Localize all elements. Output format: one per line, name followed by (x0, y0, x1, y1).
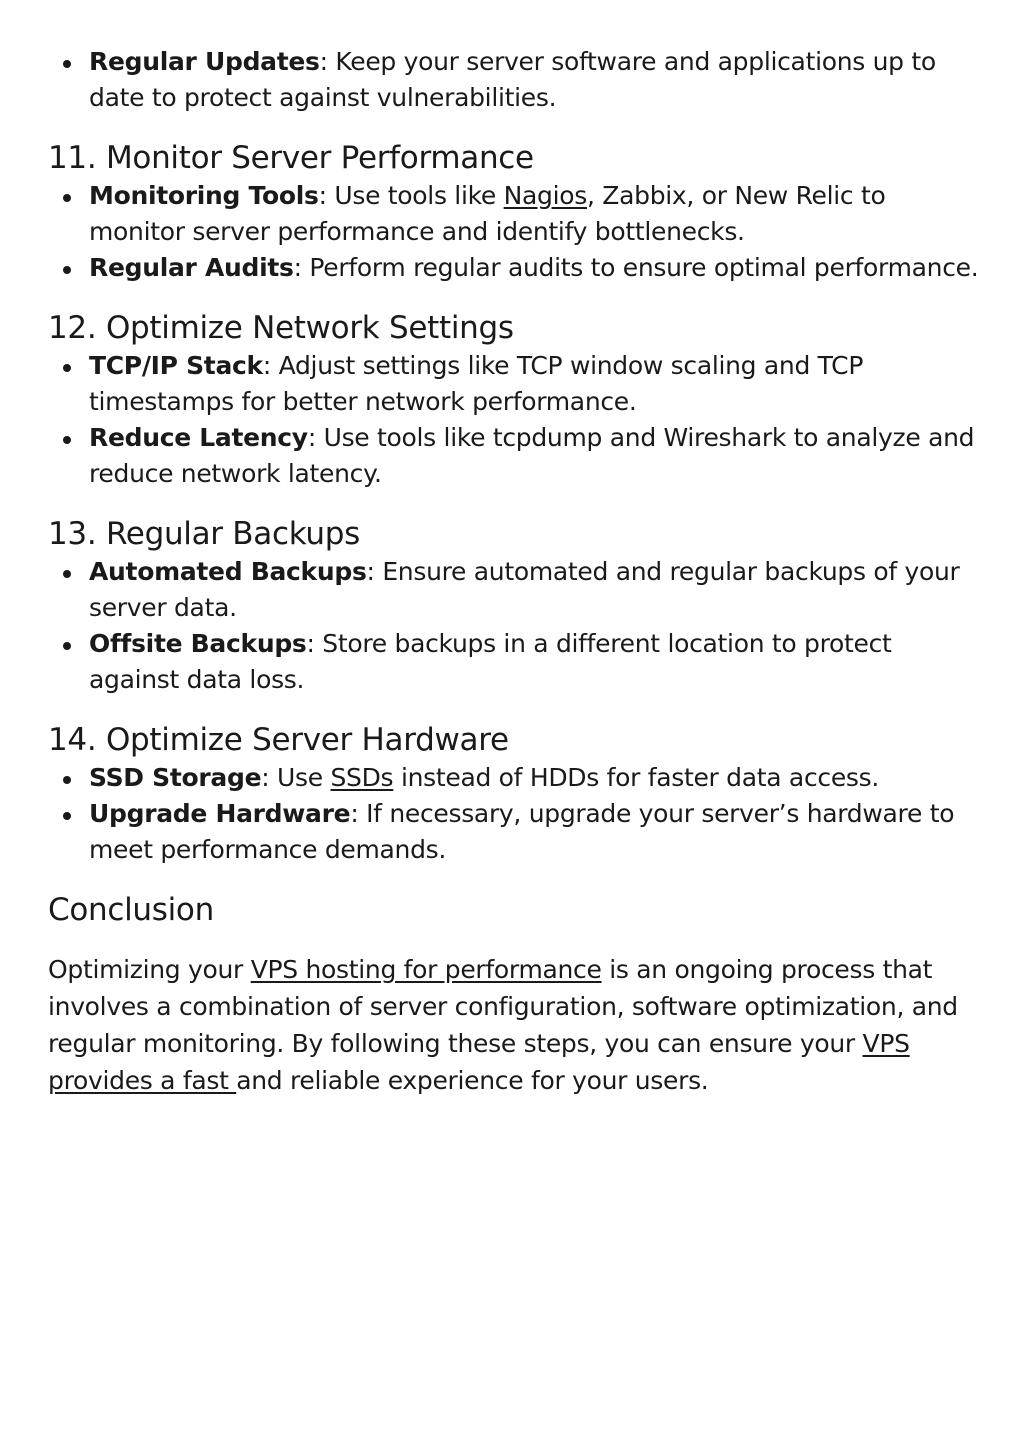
item-term: Regular Audits (89, 253, 294, 282)
list-item (48, 554, 988, 626)
list-item (48, 250, 988, 286)
item-term: Automated Backups (89, 557, 367, 586)
section-list-11 (48, 178, 988, 286)
ssds-link[interactable]: SSDs (330, 763, 394, 792)
section-list-13 (48, 554, 988, 698)
item-text: : Use (261, 763, 331, 792)
list-item (48, 626, 988, 698)
item-term: Upgrade Hardware (89, 799, 351, 828)
conclusion-text: and reliable experience for your users. (236, 1066, 709, 1095)
list-item (48, 178, 988, 250)
section-heading-12: 12. Optimize Network Settings (48, 310, 514, 346)
item-text: : Use tools like (318, 181, 504, 210)
bullet-icon (63, 266, 71, 274)
section-heading-13: 13. Regular Backups (48, 516, 360, 552)
article-content (48, 44, 988, 1099)
item-text: : Keep your server software and applications up to date to protect against vulnerabilities. (89, 47, 936, 112)
bullet-icon (63, 570, 71, 578)
item-text: : Perform regular audits to ensure optimal performance. (293, 253, 979, 282)
item-text: : Adjust settings like TCP window scaling and TCP timestamps for better network performance. (89, 351, 864, 416)
item-text: , Zabbix, or New Relic to monitor server performance and identify bottlenecks. (89, 181, 886, 246)
conclusion-text: is an ongoing process that involves a combination of server configuration, software optimization, and regular monitoring. By following these steps, you can ensure your (48, 955, 958, 1058)
conclusion-text: Optimizing your (48, 955, 251, 984)
bullet-icon (63, 364, 71, 372)
bullet-icon (63, 812, 71, 820)
bullet-icon (63, 642, 71, 650)
section-list-14 (48, 760, 988, 868)
vps-fast-link[interactable]: VPS provides a fast (48, 1029, 910, 1095)
list-item (48, 420, 988, 492)
item-term: SSD Storage (89, 763, 262, 792)
list-item (48, 796, 988, 868)
item-text: : If necessary, upgrade your server’s hardware to meet performance demands. (89, 799, 955, 864)
item-term: TCP/IP Stack (89, 351, 263, 380)
bullet-icon (63, 194, 71, 202)
item-text: : Ensure automated and regular backups of your server data. (89, 557, 960, 622)
section-heading-14: 14. Optimize Server Hardware (48, 722, 509, 758)
item-text: instead of HDDs for faster data access. (393, 763, 880, 792)
item-term: Offsite Backups (89, 629, 307, 658)
list-item (48, 760, 988, 796)
section-heading-11: 11. Monitor Server Performance (48, 140, 534, 176)
item-text: : Store backups in a different location to protect against data loss. (89, 629, 892, 694)
item-term: Reduce Latency (89, 423, 308, 452)
vps-hosting-performance-link[interactable]: VPS hosting for performance (250, 955, 602, 984)
item-term: Monitoring Tools (89, 181, 319, 210)
bullet-icon (63, 776, 71, 784)
item-term: Regular Updates (89, 47, 320, 76)
item-text: : Use tools like tcpdump and Wireshark to analyze and reduce network latency. (89, 423, 975, 488)
conclusion-heading: Conclusion (48, 892, 214, 928)
list-item (48, 348, 988, 420)
bullet-icon (63, 60, 71, 68)
section-list-12 (48, 348, 988, 492)
intro-list (48, 44, 988, 116)
conclusion-paragraph (48, 951, 988, 1099)
nagios-link[interactable]: Nagios (503, 181, 587, 210)
bullet-icon (63, 436, 71, 444)
list-item (48, 44, 988, 116)
